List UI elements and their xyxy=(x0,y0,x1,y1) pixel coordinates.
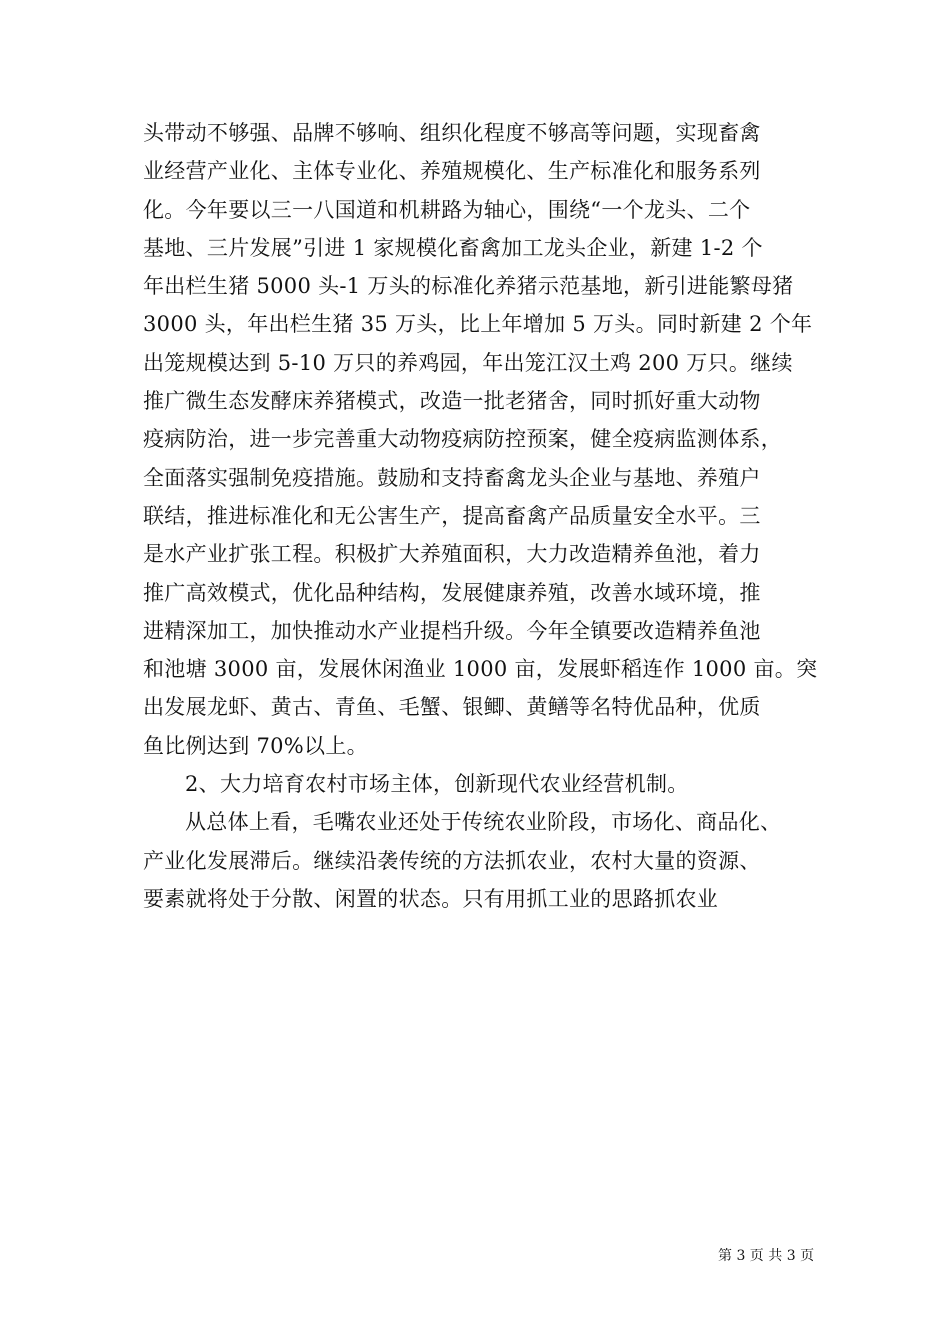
page-number: 第 3 页 共 3 页 xyxy=(718,1248,815,1264)
text-line: 基地、三片发展”引进 1 家规模化畜禽加工龙头企业，新建 1-2 个 xyxy=(143,235,763,260)
text-line: 推广高效模式，优化品种结构，发展健康养殖，改善水域环境，推 xyxy=(143,580,761,605)
text-line: 是水产业扩张工程。积极扩大养殖面积，大力改造精养鱼池，着力 xyxy=(143,542,761,567)
section-heading: 2、大力培育农村市场主体，创新现代农业经营机制。 xyxy=(185,772,689,797)
text-line: 从总体上看，毛嘴农业还处于传统农业阶段，市场化、商品化、 xyxy=(185,810,782,835)
text-line: 要素就将处于分散、闲置的状态。只有用抓工业的思路抓农业 xyxy=(143,886,719,911)
text-line: 业经营产业化、主体专业化、养殖规模化、生产标准化和服务系列 xyxy=(143,159,761,184)
text-line: 出发展龙虾、黄古、青鱼、毛蟹、银鲫、黄鳝等名特优品种，优质 xyxy=(143,695,761,720)
text-line: 鱼比例达到 70%以上。 xyxy=(143,733,368,758)
text-line: 头带动不够强、品牌不够响、组织化程度不够高等问题，实现畜禽 xyxy=(143,121,761,145)
text-line: 产业化发展滞后。继续沿袭传统的方法抓农业，农村大量的资源、 xyxy=(143,848,761,873)
text-line: 全面落实强制免疫措施。鼓励和支持畜禽龙头企业与基地、养殖户 xyxy=(143,465,761,490)
text-line: 化。今年要以三一八国道和机耕路为轴心，围绕“一个龙头、二个 xyxy=(143,197,751,222)
text-line: 和池塘 3000 亩，发展休闲渔业 1000 亩，发展虾稻连作 1000 亩。突 xyxy=(143,657,818,682)
text-line: 出笼规模达到 5-10 万只的养鸡园，年出笼江汉土鸡 200 万只。继续 xyxy=(143,350,793,375)
text-line: 进精深加工，加快推动水产业提档升级。今年全镇要改造精养鱼池 xyxy=(143,618,761,643)
text-line: 疫病防治，进一步完善重大动物疫病防控预案，健全疫病监测体系， xyxy=(143,427,782,452)
text-line: 联结，推进标准化和无公害生产，提高畜禽产品质量安全水平。三 xyxy=(143,503,761,528)
text-line: 3000 头，年出栏生猪 35 万头，比上年增加 5 万头。同时新建 2 个年 xyxy=(143,312,813,337)
text-line: 推广微生态发酵床养猪模式，改造一批老猪舍，同时抓好重大动物 xyxy=(143,389,761,414)
body-text xyxy=(143,114,818,918)
text-line: 年出栏生猪 5000 头-1 万头的标准化养猪示范基地，新引进能繁母猪 xyxy=(143,274,794,299)
